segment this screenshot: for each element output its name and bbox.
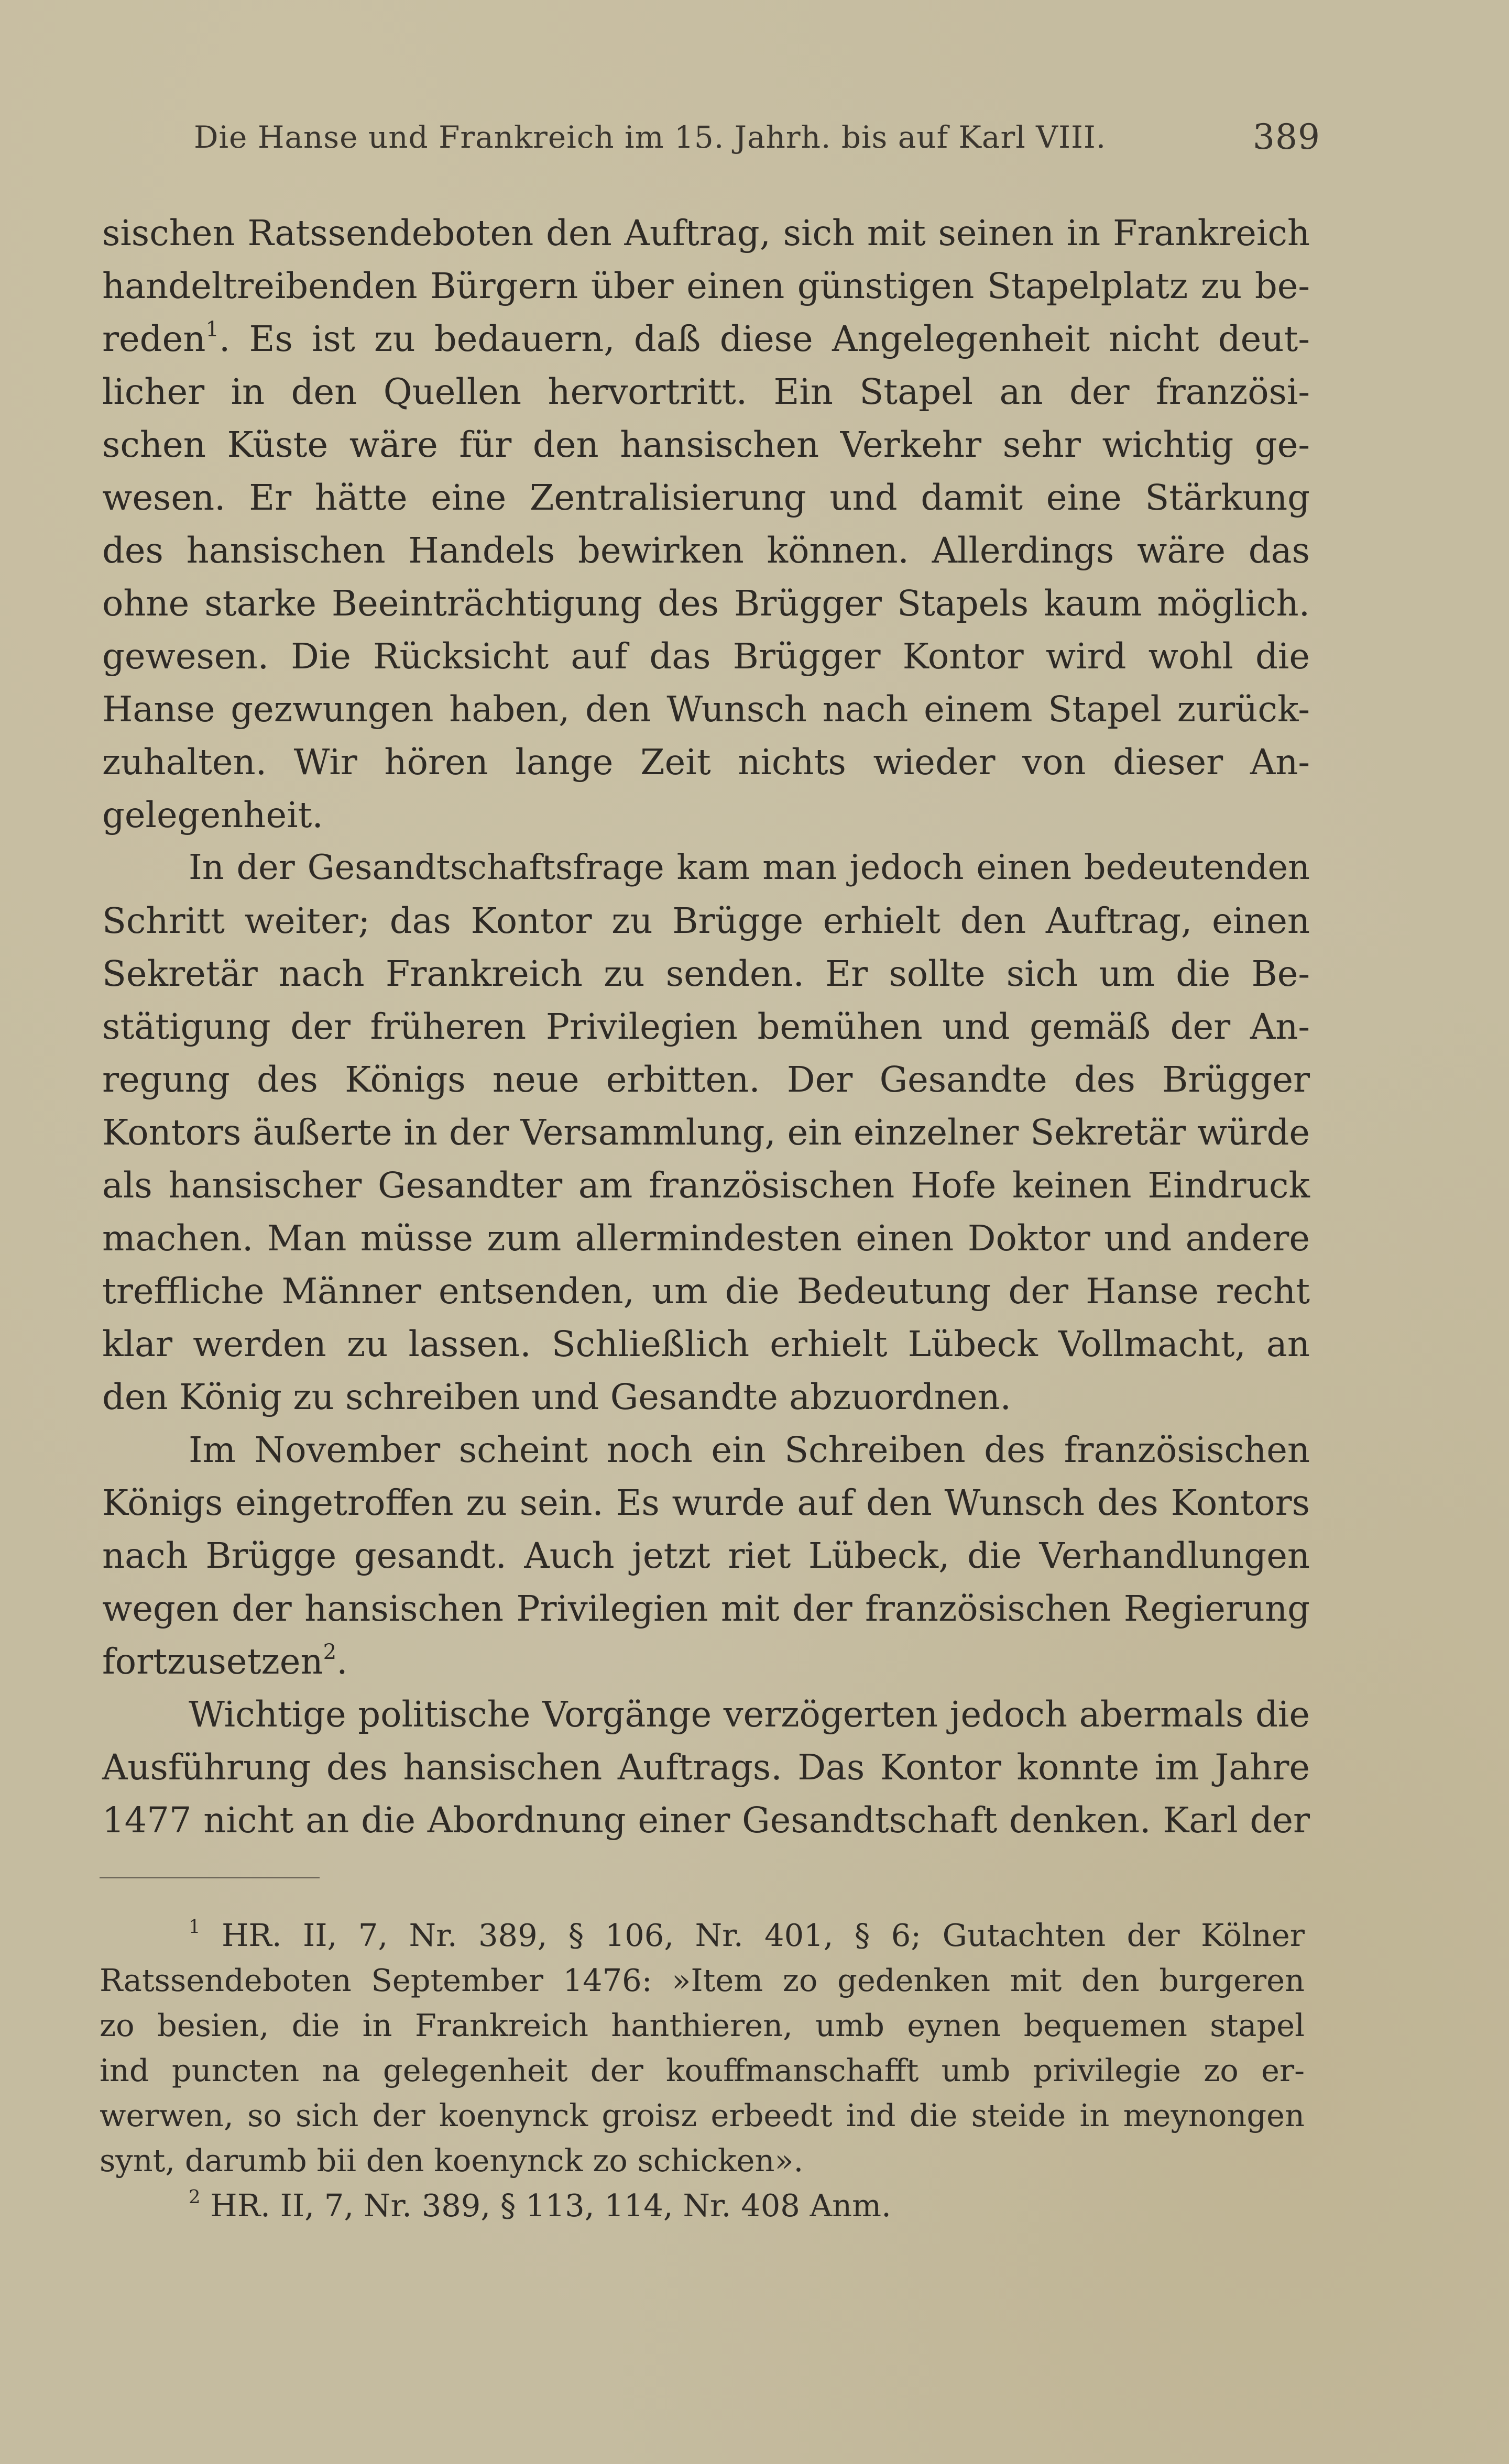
paragraph-start: Wichtige politische Vorgänge verzögerten jedoch abermals die — [189, 1694, 1310, 1735]
text-line: als hansischer Gesandter am französischen Hofe keinen Eindruck — [102, 1165, 1310, 1206]
text-line: regung des Königs neue erbitten. Der Gesandte des Brügger — [102, 1059, 1310, 1100]
text-line: gewesen. Die Rücksicht auf das Brügger Kontor wird wohl die — [102, 636, 1310, 677]
footnote-line: Ratssendeboten September 1476: »Item zo gedenken mit den burgeren — [100, 1962, 1305, 1998]
text-line: Schritt weiter; das Kontor zu Brügge erhielt den Auftrag, einen — [102, 900, 1310, 941]
paragraph-start: In der Gesandtschaftsfrage kam man jedoch einen bedeutenden — [189, 848, 1310, 887]
running-title: Die Hanse und Frankreich im 15. Jahrh. bis auf Karl VIII. — [194, 119, 1107, 155]
text-line: stätigung der früheren Privilegien bemühen und gemäß der An- — [102, 1006, 1310, 1047]
text-line: Kontors äußerte in der Versammlung, ein einzelner Sekretär würde — [102, 1112, 1310, 1153]
running-header — [194, 116, 1320, 158]
text-line: klar werden zu lassen. Schließlich erhielt Lübeck Vollmacht, an — [102, 1324, 1310, 1365]
footnote-number: 2 — [189, 2186, 201, 2208]
footnote-separator — [100, 1877, 320, 1878]
text-line: gelegenheit. — [102, 795, 323, 835]
text-line: Sekretär nach Frankreich zu senden. Er sollte sich um die Be- — [102, 953, 1310, 994]
footnote-line: ind puncten na gelegenheit der kouffmanschafft umb privilegie zo er- — [100, 2052, 1305, 2088]
text-line: Ausführung des hansischen Auftrags. Das Kontor konnte im Jahre — [102, 1747, 1310, 1788]
text-line: sischen Ratssendeboten den Auftrag, sich mit seinen in Frankreich — [102, 213, 1310, 254]
footnote-ref: 1 — [205, 317, 219, 342]
footnote-1: $^1$ HR. II, 7, Nr. 389, § 106, Nr. 401, § 6; Gutachten der Kölner — [189, 1916, 1305, 1953]
text-line: zuhalten. Wir hören lange Zeit nichts wieder von dieser An- — [102, 742, 1310, 783]
paragraph-start: Im November scheint noch ein Schreiben des französischen — [189, 1429, 1310, 1470]
text-line: wegen der hansischen Privilegien mit der französischen Regierung — [102, 1588, 1310, 1629]
footnote-line: werwen, so sich der koenynck groisz erbeedt ind die steide in meynongen — [100, 2097, 1305, 2133]
text-line: fortzusetzen$^2$. — [102, 1640, 348, 1682]
text-line: wesen. Er hätte eine Zentralisierung und damit eine Stärkung — [102, 477, 1310, 518]
text-line: licher in den Quellen hervortritt. Ein Stapel an der französi- — [102, 371, 1310, 412]
footnote-line: synt, darumb bii den koenynck zo schicken». — [100, 2142, 804, 2179]
text-line: Hanse gezwungen haben, den Wunsch nach einem Stapel zurück- — [102, 689, 1310, 730]
footnote-number: 1 — [189, 1916, 201, 1938]
text-line: nach Brügge gesandt. Auch jetzt riet Lübeck, die Verhandlungen — [102, 1535, 1310, 1576]
footnote-2: $^2$ HR. II, 7, Nr. 389, § 113, 114, Nr. 408 Anm. — [189, 2186, 891, 2224]
text-line: handeltreibenden Bürgern über einen günstigen Stapelplatz zu be- — [102, 266, 1310, 306]
text-line: schen Küste wäre für den hansischen Verkehr sehr wichtig ge- — [102, 424, 1310, 465]
text-line: den König zu schreiben und Gesandte abzuordnen. — [102, 1377, 1011, 1417]
text-line: Königs eingetroffen zu sein. Es wurde auf den Wunsch des Kontors — [102, 1482, 1310, 1523]
text-line: treffliche Männer entsenden, um die Bedeutung der Hanse recht — [102, 1271, 1310, 1312]
page-number: 389 — [1253, 117, 1320, 157]
text-line: 1477 nicht an die Abordnung einer Gesandtschaft denken. Karl der — [102, 1800, 1310, 1841]
text-line: machen. Man müsse zum allermindesten einen Doktor und andere — [102, 1218, 1310, 1259]
text-line: des hansischen Handels bewirken können. Allerdings wäre das — [102, 530, 1310, 571]
text-line: reden$^1$. Es ist zu bedauern, daß diese Angelegenheit nicht deut- — [102, 317, 1310, 359]
footnote-ref: 2 — [323, 1640, 337, 1664]
footnote-line: zo besien, die in Frankreich hanthieren, umb eynen bequemen stapel — [100, 2007, 1305, 2043]
text-line: ohne starke Beeinträchtigung des Brügger Stapels kaum möglich. — [102, 583, 1310, 624]
